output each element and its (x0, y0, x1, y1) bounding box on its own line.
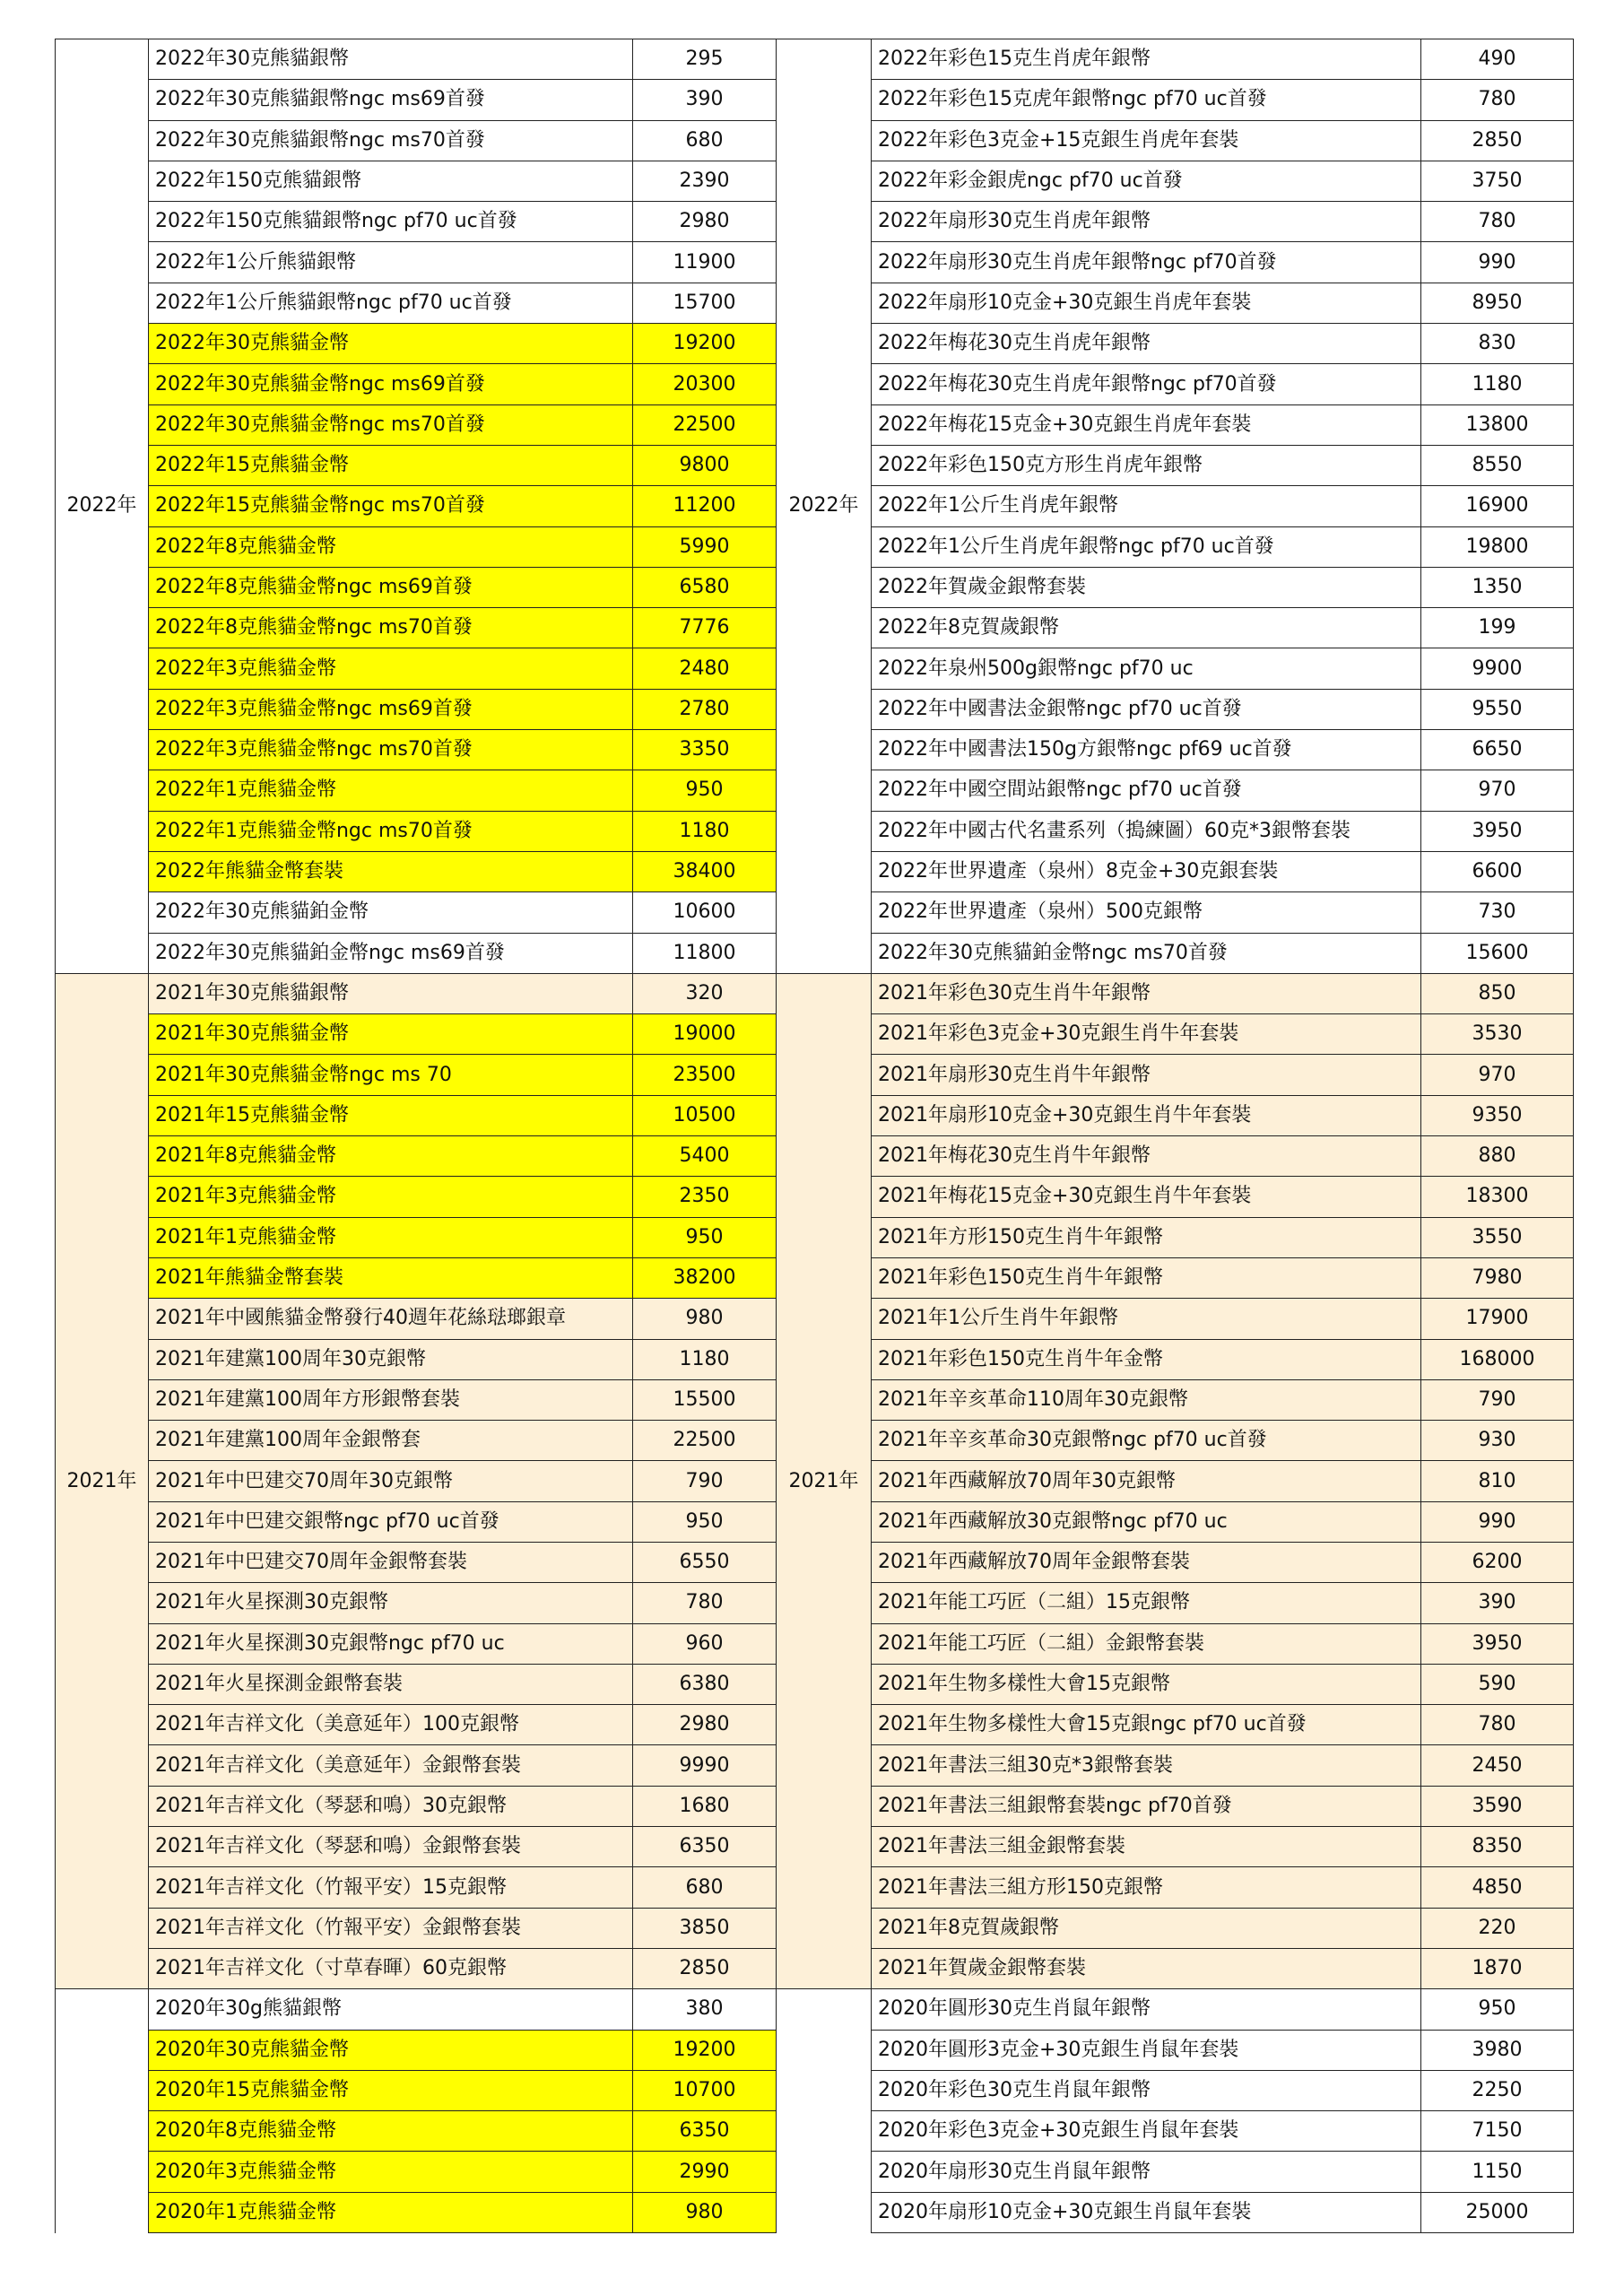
item-price: 970 (1421, 770, 1574, 811)
item-name: 2022年30克熊貓鉑金幣ngc ms70首發 (872, 933, 1421, 973)
item-price: 1350 (1421, 567, 1574, 607)
item-price: 19200 (633, 2030, 777, 2070)
item-price: 4850 (1421, 1867, 1574, 1908)
item-name: 2022年彩色3克金+15克銀生肖虎年套裝 (872, 120, 1421, 161)
item-name: 2022年30克熊貓鉑金幣 (149, 892, 633, 933)
item-name: 2022年1克熊貓金幣 (149, 770, 633, 811)
item-name: 2021年中巴建交70周年金銀幣套裝 (149, 1542, 633, 1582)
table-row (56, 39, 1574, 80)
item-price: 11800 (633, 933, 777, 973)
item-price: 3590 (1421, 1786, 1574, 1826)
item-price: 38200 (633, 1257, 777, 1298)
item-name: 2021年火星探測金銀幣套裝 (149, 1664, 633, 1704)
item-name: 2022年中國書法金銀幣ngc pf70 uc首發 (872, 689, 1421, 729)
item-price: 680 (633, 120, 777, 161)
item-price: 380 (633, 1989, 777, 2030)
item-price: 6200 (1421, 1542, 1574, 1582)
item-name: 2021年梅花15克金+30克銀生肖牛年套裝 (872, 1177, 1421, 1217)
item-name: 2021年賀歲金銀幣套裝 (872, 1948, 1421, 1988)
item-price: 1180 (633, 811, 777, 851)
item-name: 2022年30克熊貓銀幣ngc ms69首發 (149, 80, 633, 120)
item-name: 2021年15克熊貓金幣 (149, 1095, 633, 1135)
item-price: 10500 (633, 1095, 777, 1135)
item-price: 16900 (1421, 486, 1574, 526)
item-price: 2850 (1421, 120, 1574, 161)
item-price: 3750 (1421, 161, 1574, 201)
item-price: 850 (1421, 973, 1574, 1013)
item-price: 9800 (633, 445, 777, 485)
item-name: 2022年30克熊貓銀幣ngc ms70首發 (149, 120, 633, 161)
item-price: 7980 (1421, 1257, 1574, 1298)
item-name: 2020年彩色30克生肖鼠年銀幣 (872, 2070, 1421, 2110)
item-name: 2022年30克熊貓金幣ngc ms69首發 (149, 364, 633, 404)
item-name: 2021年扇形30克生肖牛年銀幣 (872, 1055, 1421, 1095)
item-price: 38400 (633, 851, 777, 891)
item-name: 2021年西藏解放30克銀幣ngc pf70 uc (872, 1501, 1421, 1542)
item-name: 2022年30克熊貓金幣ngc ms70首發 (149, 404, 633, 445)
item-price: 15500 (633, 1379, 777, 1420)
item-name: 2022年中國書法150g方銀幣ngc pf69 uc首發 (872, 730, 1421, 770)
item-name: 2021年30克熊貓金幣 (149, 1014, 633, 1055)
item-price: 22500 (633, 1421, 777, 1461)
item-price: 6350 (633, 2111, 777, 2152)
item-price: 3950 (1421, 1623, 1574, 1664)
item-name: 2022年彩色15克生肖虎年銀幣 (872, 39, 1421, 80)
item-name: 2021年1克熊貓金幣 (149, 1217, 633, 1257)
item-price: 9900 (1421, 648, 1574, 689)
item-name: 2021年能工巧匠（二組）15克銀幣 (872, 1583, 1421, 1623)
item-price: 2990 (633, 2152, 777, 2192)
item-price: 2450 (1421, 1745, 1574, 1786)
item-price: 780 (633, 1583, 777, 1623)
item-price: 830 (1421, 324, 1574, 364)
item-name: 2021年吉祥文化（美意延年）金銀幣套裝 (149, 1745, 633, 1786)
item-price: 19200 (633, 324, 777, 364)
item-price: 950 (1421, 1989, 1574, 2030)
item-name: 2022年中國空間站銀幣ngc pf70 uc首發 (872, 770, 1421, 811)
item-name: 2021年30克熊貓銀幣 (149, 973, 633, 1013)
item-name: 2021年吉祥文化（竹報平安）金銀幣套裝 (149, 1908, 633, 1948)
item-price: 1680 (633, 1786, 777, 1826)
item-price: 20300 (633, 364, 777, 404)
item-name: 2022年1公斤熊貓銀幣 (149, 242, 633, 283)
item-price: 8550 (1421, 445, 1574, 485)
item-name: 2021年吉祥文化（寸草春暉）60克銀幣 (149, 1948, 633, 1988)
year-label-left: 2021年 (56, 973, 149, 1988)
item-price: 15600 (1421, 933, 1574, 973)
item-price: 168000 (1421, 1339, 1574, 1379)
item-name: 2021年1公斤生肖牛年銀幣 (872, 1299, 1421, 1339)
item-name: 2022年1公斤熊貓銀幣ngc pf70 uc首發 (149, 283, 633, 323)
item-name: 2022年扇形10克金+30克銀生肖虎年套裝 (872, 283, 1421, 323)
item-name: 2022年8克熊貓金幣 (149, 526, 633, 567)
item-name: 2021年熊貓金幣套裝 (149, 1257, 633, 1298)
item-price: 3550 (1421, 1217, 1574, 1257)
year-label-left: 2022年 (56, 39, 149, 974)
item-price: 320 (633, 973, 777, 1013)
item-price: 1870 (1421, 1948, 1574, 1988)
item-price: 980 (633, 2192, 777, 2232)
year-label-right: 2021年 (777, 973, 872, 1988)
item-name: 2022年15克熊貓金幣ngc ms70首發 (149, 486, 633, 526)
item-price: 2850 (633, 1948, 777, 1988)
item-price: 11900 (633, 242, 777, 283)
item-name: 2021年8克賀歲銀幣 (872, 1908, 1421, 1948)
item-name: 2021年能工巧匠（二組）金銀幣套裝 (872, 1623, 1421, 1664)
item-name: 2021年建黨100周年金銀幣套 (149, 1421, 633, 1461)
item-price: 220 (1421, 1908, 1574, 1948)
item-price: 9350 (1421, 1095, 1574, 1135)
item-price: 8950 (1421, 283, 1574, 323)
item-price: 990 (1421, 242, 1574, 283)
item-price: 990 (1421, 1501, 1574, 1542)
item-price: 5990 (633, 526, 777, 567)
item-name: 2020年3克熊貓金幣 (149, 2152, 633, 2192)
item-name: 2022年3克熊貓金幣 (149, 648, 633, 689)
item-price: 810 (1421, 1461, 1574, 1501)
item-name: 2021年生物多樣性大會15克銀幣 (872, 1664, 1421, 1704)
year-label-right: 2022年 (777, 39, 872, 974)
item-name: 2021年火星探測30克銀幣ngc pf70 uc (149, 1623, 633, 1664)
item-price: 6650 (1421, 730, 1574, 770)
item-name: 2022年賀歲金銀幣套裝 (872, 567, 1421, 607)
item-price: 8350 (1421, 1827, 1574, 1867)
item-price: 22500 (633, 404, 777, 445)
item-name: 2022年扇形30克生肖虎年銀幣ngc pf70首發 (872, 242, 1421, 283)
item-name: 2022年彩色150克方形生肖虎年銀幣 (872, 445, 1421, 485)
item-name: 2022年泉州500g銀幣ngc pf70 uc (872, 648, 1421, 689)
item-price: 950 (633, 770, 777, 811)
item-price: 780 (1421, 1705, 1574, 1745)
item-name: 2022年150克熊貓銀幣ngc pf70 uc首發 (149, 202, 633, 242)
item-price: 590 (1421, 1664, 1574, 1704)
item-price: 3950 (1421, 811, 1574, 851)
item-price: 680 (633, 1867, 777, 1908)
item-name: 2022年彩金銀虎ngc pf70 uc首發 (872, 161, 1421, 201)
item-name: 2021年吉祥文化（竹報平安）15克銀幣 (149, 1867, 633, 1908)
item-name: 2021年吉祥文化（琴瑟和鳴）30克銀幣 (149, 1786, 633, 1826)
item-name: 2022年8克熊貓金幣ngc ms70首發 (149, 608, 633, 648)
year-label-left (56, 1989, 149, 2233)
item-name: 2022年1公斤生肖虎年銀幣ngc pf70 uc首發 (872, 526, 1421, 567)
item-name: 2021年書法三組方形150克銀幣 (872, 1867, 1421, 1908)
item-price: 950 (633, 1501, 777, 1542)
item-name: 2021年西藏解放70周年金銀幣套裝 (872, 1542, 1421, 1582)
item-price: 3350 (633, 730, 777, 770)
item-price: 13800 (1421, 404, 1574, 445)
item-name: 2021年書法三組30克*3銀幣套裝 (872, 1745, 1421, 1786)
item-name: 2020年圓形30克生肖鼠年銀幣 (872, 1989, 1421, 2030)
item-name: 2021年彩色150克生肖牛年金幣 (872, 1339, 1421, 1379)
item-name: 2021年扇形10克金+30克銀生肖牛年套裝 (872, 1095, 1421, 1135)
item-price: 2780 (633, 689, 777, 729)
item-name: 2021年西藏解放70周年30克銀幣 (872, 1461, 1421, 1501)
item-price: 11200 (633, 486, 777, 526)
item-name: 2021年中國熊貓金幣發行40週年花絲琺瑯銀章 (149, 1299, 633, 1339)
item-price: 970 (1421, 1055, 1574, 1095)
item-price: 2250 (1421, 2070, 1574, 2110)
item-name: 2022年8克賀歲銀幣 (872, 608, 1421, 648)
item-name: 2020年1克熊貓金幣 (149, 2192, 633, 2232)
item-price: 2480 (633, 648, 777, 689)
item-price: 3850 (633, 1908, 777, 1948)
item-name: 2020年圓形3克金+30克銀生肖鼠年套裝 (872, 2030, 1421, 2070)
item-name: 2022年1公斤生肖虎年銀幣 (872, 486, 1421, 526)
item-name: 2022年15克熊貓金幣 (149, 445, 633, 485)
item-name: 2021年辛亥革命110周年30克銀幣 (872, 1379, 1421, 1420)
item-name: 2022年30克熊貓金幣 (149, 324, 633, 364)
item-price: 790 (633, 1461, 777, 1501)
item-name: 2021年辛亥革命30克銀幣ngc pf70 uc首發 (872, 1421, 1421, 1461)
item-price: 9550 (1421, 689, 1574, 729)
item-price: 7150 (1421, 2111, 1574, 2152)
item-price: 3980 (1421, 2030, 1574, 2070)
item-name: 2021年8克熊貓金幣 (149, 1136, 633, 1177)
item-name: 2021年生物多樣性大會15克銀ngc pf70 uc首發 (872, 1705, 1421, 1745)
year-label-right (777, 1989, 872, 2233)
item-price: 980 (633, 1299, 777, 1339)
item-price: 23500 (633, 1055, 777, 1095)
item-name: 2022年30克熊貓鉑金幣ngc ms69首發 (149, 933, 633, 973)
item-price: 6600 (1421, 851, 1574, 891)
item-name: 2022年熊貓金幣套裝 (149, 851, 633, 891)
item-price: 780 (1421, 80, 1574, 120)
item-name: 2021年梅花30克生肖牛年銀幣 (872, 1136, 1421, 1177)
item-name: 2020年30克熊貓金幣 (149, 2030, 633, 2070)
item-price: 6580 (633, 567, 777, 607)
item-name: 2022年世界遺產（泉州）500克銀幣 (872, 892, 1421, 933)
item-name: 2021年建黨100周年方形銀幣套裝 (149, 1379, 633, 1420)
item-name: 2020年彩色3克金+30克銀生肖鼠年套裝 (872, 2111, 1421, 2152)
item-name: 2021年吉祥文化（琴瑟和鳴）金銀幣套裝 (149, 1827, 633, 1867)
item-price: 960 (633, 1623, 777, 1664)
item-price: 5400 (633, 1136, 777, 1177)
item-price: 730 (1421, 892, 1574, 933)
item-name: 2021年方形150克生肖牛年銀幣 (872, 1217, 1421, 1257)
item-name: 2022年梅花15克金+30克銀生肖虎年套裝 (872, 404, 1421, 445)
item-price: 780 (1421, 202, 1574, 242)
item-price: 2980 (633, 1705, 777, 1745)
item-name: 2021年書法三組銀幣套裝ngc pf70首發 (872, 1786, 1421, 1826)
item-price: 10600 (633, 892, 777, 933)
item-name: 2020年30g熊貓銀幣 (149, 1989, 633, 2030)
item-price: 3530 (1421, 1014, 1574, 1055)
item-price: 25000 (1421, 2192, 1574, 2232)
item-price: 950 (633, 1217, 777, 1257)
item-name: 2021年書法三組金銀幣套裝 (872, 1827, 1421, 1867)
item-name: 2022年世界遺產（泉州）8克金+30克銀套裝 (872, 851, 1421, 891)
item-name: 2021年吉祥文化（美意延年）100克銀幣 (149, 1705, 633, 1745)
item-name: 2022年彩色15克虎年銀幣ngc pf70 uc首發 (872, 80, 1421, 120)
item-price: 880 (1421, 1136, 1574, 1177)
item-name: 2021年中巴建交70周年30克銀幣 (149, 1461, 633, 1501)
price-table-body (56, 39, 1574, 2233)
item-name: 2021年彩色150克生肖牛年銀幣 (872, 1257, 1421, 1298)
item-price: 6350 (633, 1827, 777, 1867)
item-name: 2022年8克熊貓金幣ngc ms69首發 (149, 567, 633, 607)
item-name: 2021年彩色3克金+30克銀生肖牛年套裝 (872, 1014, 1421, 1055)
item-name: 2021年建黨100周年30克銀幣 (149, 1339, 633, 1379)
item-price: 199 (1421, 608, 1574, 648)
coin-price-table (55, 39, 1574, 2233)
item-price: 17900 (1421, 1299, 1574, 1339)
item-name: 2021年火星探測30克銀幣 (149, 1583, 633, 1623)
item-price: 6550 (633, 1542, 777, 1582)
item-name: 2022年150克熊貓銀幣 (149, 161, 633, 201)
item-name: 2021年30克熊貓金幣ngc ms 70 (149, 1055, 633, 1095)
item-price: 930 (1421, 1421, 1574, 1461)
item-price: 2350 (633, 1177, 777, 1217)
item-price: 390 (633, 80, 777, 120)
item-price: 295 (633, 39, 777, 80)
item-price: 1150 (1421, 2152, 1574, 2192)
item-name: 2020年扇形10克金+30克銀生肖鼠年套裝 (872, 2192, 1421, 2232)
item-name: 2021年中巴建交銀幣ngc pf70 uc首發 (149, 1501, 633, 1542)
item-price: 490 (1421, 39, 1574, 80)
item-price: 2980 (633, 202, 777, 242)
item-price: 6380 (633, 1664, 777, 1704)
item-name: 2020年8克熊貓金幣 (149, 2111, 633, 2152)
item-price: 1180 (633, 1339, 777, 1379)
item-price: 18300 (1421, 1177, 1574, 1217)
item-name: 2022年3克熊貓金幣ngc ms70首發 (149, 730, 633, 770)
item-name: 2022年中國古代名畫系列（搗練圖）60克*3銀幣套裝 (872, 811, 1421, 851)
item-name: 2020年扇形30克生肖鼠年銀幣 (872, 2152, 1421, 2192)
item-name: 2020年15克熊貓金幣 (149, 2070, 633, 2110)
item-price: 7776 (633, 608, 777, 648)
table-row (56, 1989, 1574, 2030)
item-name: 2021年彩色30克生肖牛年銀幣 (872, 973, 1421, 1013)
item-price: 15700 (633, 283, 777, 323)
item-price: 9990 (633, 1745, 777, 1786)
item-price: 2390 (633, 161, 777, 201)
item-name: 2022年30克熊貓銀幣 (149, 39, 633, 80)
item-name: 2021年3克熊貓金幣 (149, 1177, 633, 1217)
item-name: 2022年3克熊貓金幣ngc ms69首發 (149, 689, 633, 729)
item-price: 19800 (1421, 526, 1574, 567)
table-row (56, 973, 1574, 1013)
item-price: 1180 (1421, 364, 1574, 404)
item-name: 2022年扇形30克生肖虎年銀幣 (872, 202, 1421, 242)
item-price: 390 (1421, 1583, 1574, 1623)
item-name: 2022年1克熊貓金幣ngc ms70首發 (149, 811, 633, 851)
item-price: 790 (1421, 1379, 1574, 1420)
item-price: 19000 (633, 1014, 777, 1055)
item-price: 10700 (633, 2070, 777, 2110)
item-name: 2022年梅花30克生肖虎年銀幣ngc pf70首發 (872, 364, 1421, 404)
item-name: 2022年梅花30克生肖虎年銀幣 (872, 324, 1421, 364)
